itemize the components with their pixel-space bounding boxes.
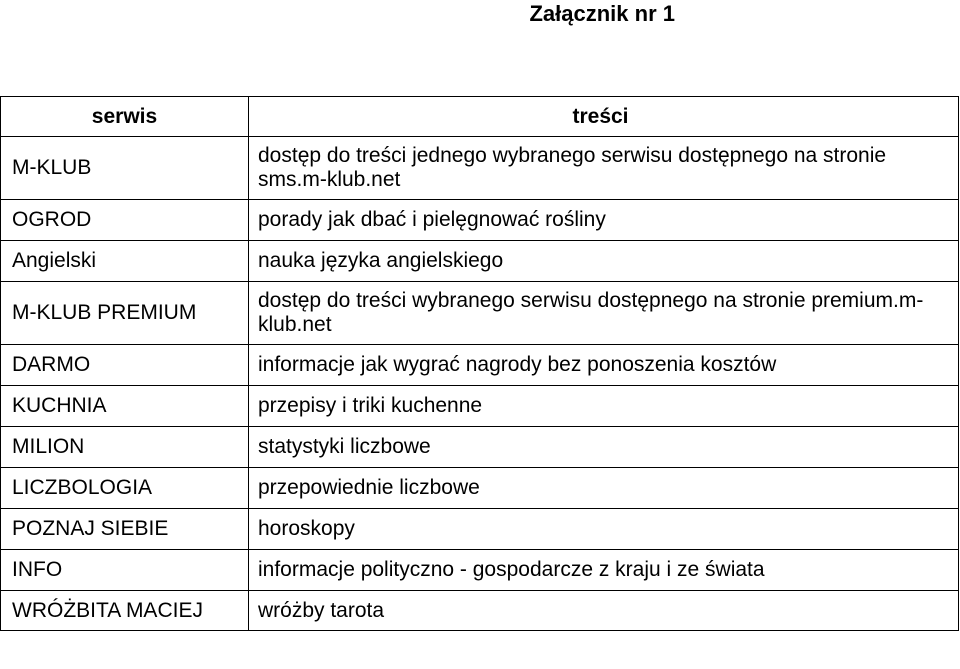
service-name: INFO [1, 550, 249, 591]
header-service: serwis [1, 97, 249, 137]
table-row [1, 427, 959, 468]
table-row [1, 241, 959, 282]
service-description: statystyki liczbowe [249, 427, 959, 468]
service-name: OGROD [1, 200, 249, 241]
document-title: Załącznik nr 1 [529, 1, 675, 26]
service-name: POZNAJ SIEBIE [1, 509, 249, 550]
table-row [1, 509, 959, 550]
table-row [1, 282, 959, 345]
service-description: przepisy i triki kuchenne [249, 386, 959, 427]
service-name: M-KLUB PREMIUM [1, 282, 249, 345]
table-row [1, 550, 959, 591]
service-description: dostęp do treści jednego wybranego serwisu dostępnego na stronie sms.m-klub.net [249, 137, 959, 200]
service-description: horoskopy [249, 509, 959, 550]
service-description: informacje jak wygrać nagrody bez ponoszenia kosztów [249, 345, 959, 386]
header-content: treści [249, 97, 959, 137]
table-row [1, 591, 959, 631]
table-row [1, 137, 959, 200]
service-description: informacje polityczno - gospodarcze z kraju i ze świata [249, 550, 959, 591]
table-row [1, 345, 959, 386]
service-description: wróżby tarota [249, 591, 959, 631]
table-header-row [1, 97, 959, 137]
service-description: nauka języka angielskiego [249, 241, 959, 282]
service-name: LICZBOLOGIA [1, 468, 249, 509]
service-name: WRÓŻBITA MACIEJ [1, 591, 249, 631]
service-description: przepowiednie liczbowe [249, 468, 959, 509]
table-row [1, 386, 959, 427]
table-row [1, 468, 959, 509]
service-name: M-KLUB [1, 137, 249, 200]
service-name: Angielski [1, 241, 249, 282]
table-row [1, 200, 959, 241]
service-name: MILION [1, 427, 249, 468]
service-description: porady jak dbać i pielęgnować rośliny [249, 200, 959, 241]
services-table [0, 96, 959, 631]
service-name: KUCHNIA [1, 386, 249, 427]
service-description: dostęp do treści wybranego serwisu dostępnego na stronie premium.m-klub.net [249, 282, 959, 345]
service-name: DARMO [1, 345, 249, 386]
